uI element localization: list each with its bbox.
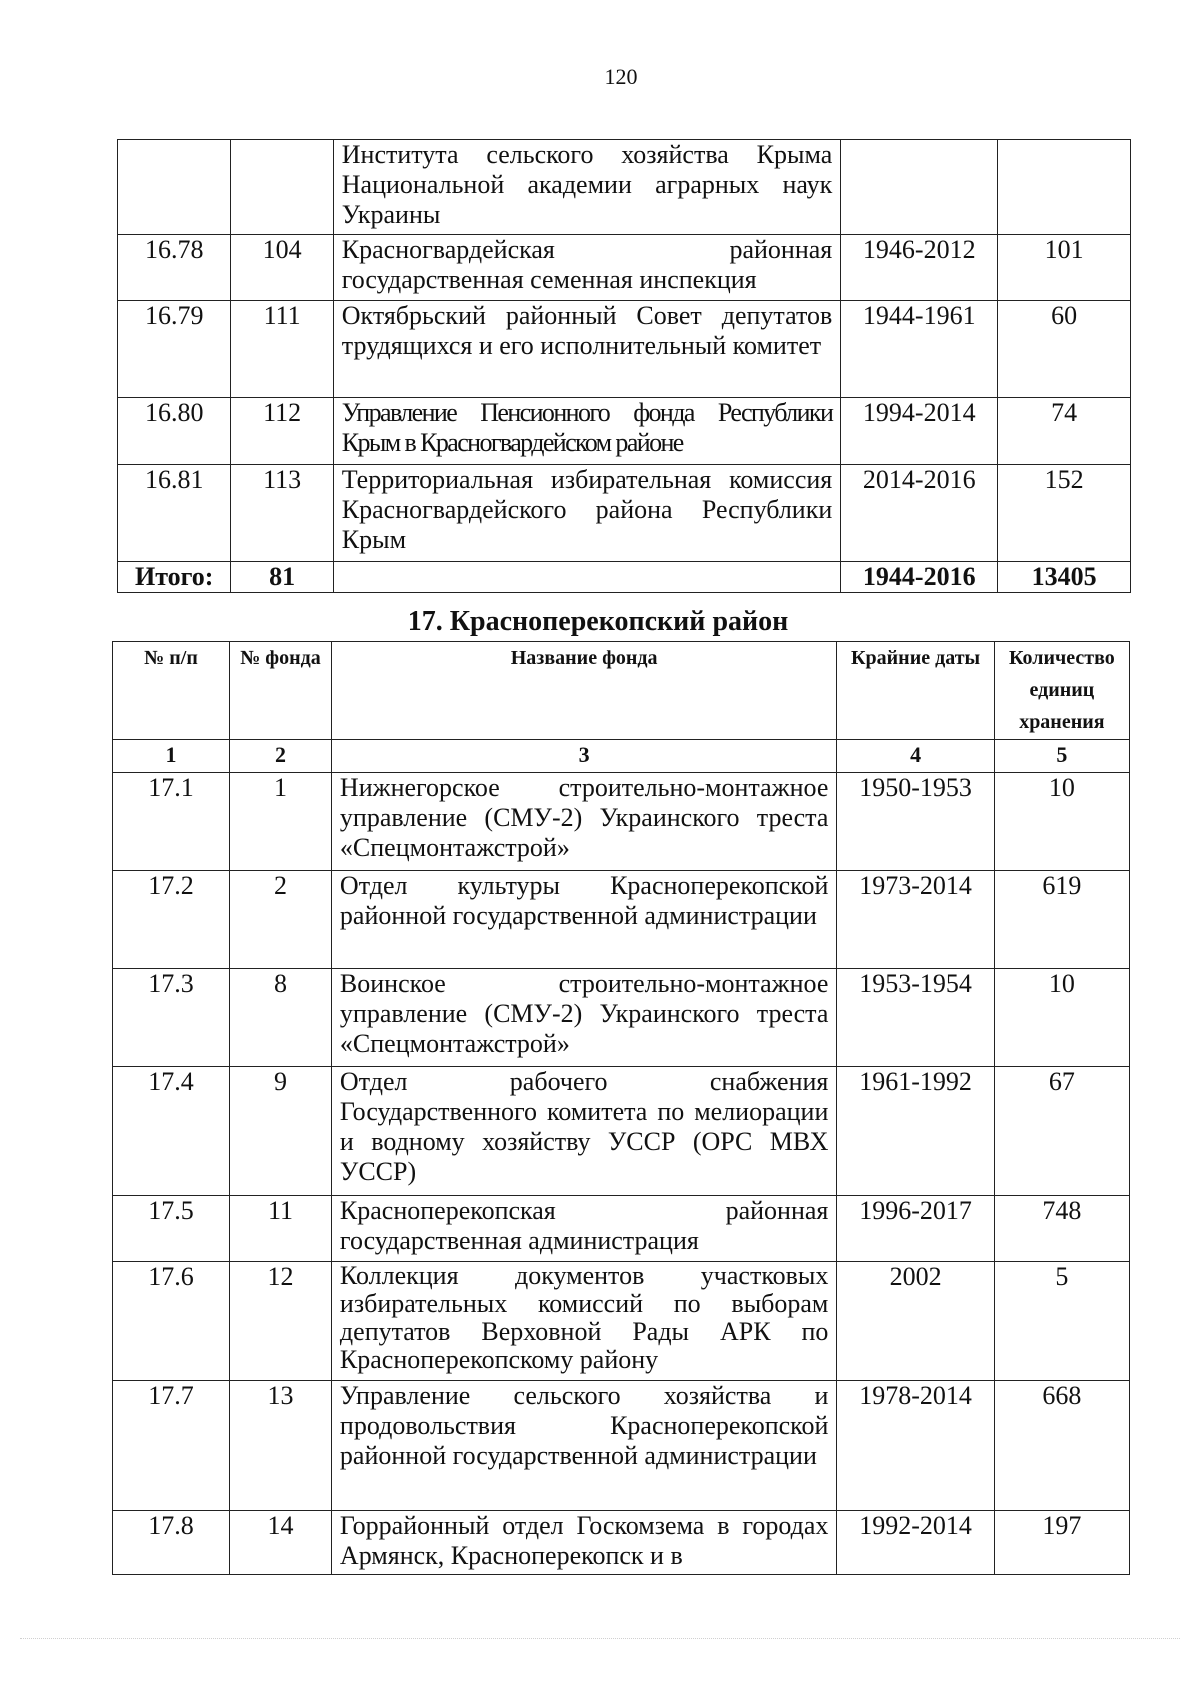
row-number: 16.80: [118, 398, 231, 465]
total-label: Итого:: [118, 562, 231, 593]
storage-units: 10: [994, 773, 1129, 871]
date-range: 1946-2012: [841, 235, 998, 301]
storage-units: 668: [994, 1381, 1129, 1511]
fond-number: 113: [231, 465, 333, 562]
row-number: 16.78: [118, 235, 231, 301]
total-name: [333, 562, 841, 593]
fond-number: 2: [230, 871, 332, 969]
fond-number: 112: [231, 398, 333, 465]
section-title: 17. Красноперекопский район: [407, 606, 789, 637]
row-number: 16.81: [118, 465, 231, 562]
total-units: 13405: [998, 562, 1131, 593]
total-fonds: 81: [231, 562, 333, 593]
date-range: 1944-1961: [841, 301, 998, 398]
fond-name: Красногвардейская районная государственная семенная инспекция: [333, 235, 841, 301]
header-dates: Крайние даты: [837, 642, 994, 740]
fond-name: Воинское строительно-монтажное управление (СМУ-2) Украинского треста «Спецмонтажстрой»: [331, 969, 836, 1067]
funds-table-continued: [117, 139, 1131, 593]
total-row: [118, 562, 1131, 593]
row-number: 17.6: [113, 1262, 230, 1381]
date-range: 1950-1953: [837, 773, 994, 871]
fond-name: Коллекция документов участковых избирательных комиссий по выборам депутатов Верховной Рады АРК по Красноперекопскому району: [331, 1262, 836, 1381]
row-number: 17.5: [113, 1196, 230, 1262]
table-row: [113, 773, 1130, 871]
table-row: [113, 969, 1130, 1067]
table-row: [113, 871, 1130, 969]
scan-artifact-line: [20, 1638, 1180, 1639]
table-row: [113, 1067, 1130, 1196]
storage-units: 152: [998, 465, 1131, 562]
storage-units: 10: [994, 969, 1129, 1067]
fond-name: Октябрьский районный Совет депутатов трудящихся и его исполнительный комитет: [333, 301, 841, 398]
storage-units: 197: [994, 1511, 1129, 1575]
date-range: 1973-2014: [837, 871, 994, 969]
fond-number: 12: [230, 1262, 332, 1381]
fond-name: Управление Пенсионного фонда Республики Крым в Красногвардейском районе: [333, 398, 841, 465]
table-row: [113, 1196, 1130, 1262]
date-range: 2002: [837, 1262, 994, 1381]
row-number: 17.2: [113, 871, 230, 969]
table-row: [113, 1381, 1130, 1511]
fond-number: 14: [230, 1511, 332, 1575]
fond-number: 13: [230, 1381, 332, 1511]
storage-units: 60: [998, 301, 1131, 398]
row-number: 17.7: [113, 1381, 230, 1511]
storage-units: 748: [994, 1196, 1129, 1262]
fond-number: 11: [230, 1196, 332, 1262]
date-range: 1961-1992: [837, 1067, 994, 1196]
column-numbers-row: [113, 740, 1130, 773]
table-row: [118, 465, 1131, 562]
fond-number: 9: [230, 1067, 332, 1196]
column-number: 4: [837, 740, 994, 773]
date-range: 1996-2017: [837, 1196, 994, 1262]
fond-name: Отдел культуры Красноперекопской районной государственной администрации: [331, 871, 836, 969]
fond-number: 104: [231, 235, 333, 301]
table-row: [118, 398, 1131, 465]
fond-name: Горрайонный отдел Госкомзема в городах Армянск, Красноперекопск и в: [331, 1511, 836, 1575]
date-range: 1992-2014: [837, 1511, 994, 1575]
date-range: 1978-2014: [837, 1381, 994, 1511]
header-num: № п/п: [113, 642, 230, 740]
row-number: 17.8: [113, 1511, 230, 1575]
table-row: [113, 1511, 1130, 1575]
row-number: 16.79: [118, 301, 231, 398]
fond-number: [231, 140, 333, 235]
fond-number: 1: [230, 773, 332, 871]
table-row: [118, 235, 1131, 301]
storage-units: 101: [998, 235, 1131, 301]
fond-name: Красноперекопская районная государственная администрация: [331, 1196, 836, 1262]
date-range: 2014-2016: [841, 465, 998, 562]
row-number: 17.3: [113, 969, 230, 1067]
fond-name: Института сельского хозяйства Крыма Национальной академии аграрных наук Украины: [333, 140, 841, 235]
table-header: [113, 642, 1130, 740]
fond-number: 111: [231, 301, 333, 398]
table-row: [118, 301, 1131, 398]
page-number: 120: [604, 64, 638, 89]
storage-units: 5: [994, 1262, 1129, 1381]
row-number: [118, 140, 231, 235]
fond-number: 8: [230, 969, 332, 1067]
storage-units: 74: [998, 398, 1131, 465]
fond-name: Управление сельского хозяйства и продовольствия Красноперекопской районной государственной администрации: [331, 1381, 836, 1511]
column-number: 3: [331, 740, 836, 773]
fond-name: Территориальная избирательная комиссия Красногвардейского района Республики Крым: [333, 465, 841, 562]
header-fond: № фонда: [230, 642, 332, 740]
table-row: [113, 1262, 1130, 1381]
column-number: 1: [113, 740, 230, 773]
storage-units: 619: [994, 871, 1129, 969]
column-number: 5: [994, 740, 1129, 773]
table-row: [118, 140, 1131, 235]
header-name: Название фонда: [331, 642, 836, 740]
date-range: 1953-1954: [837, 969, 994, 1067]
fond-name: Нижнегорское строительно-монтажное управление (СМУ-2) Украинского треста «Спецмонтажстрой»: [331, 773, 836, 871]
storage-units: [998, 140, 1131, 235]
storage-units: 67: [994, 1067, 1129, 1196]
date-range: 1994-2014: [841, 398, 998, 465]
fond-name: Отдел рабочего снабжения Государственного комитета по мелиорации и водному хозяйству УССР (ОРС МВХ УССР): [331, 1067, 836, 1196]
row-number: 17.4: [113, 1067, 230, 1196]
funds-table: [112, 641, 1130, 1575]
column-number: 2: [230, 740, 332, 773]
row-number: 17.1: [113, 773, 230, 871]
date-range: [841, 140, 998, 235]
total-dates: 1944-2016: [841, 562, 998, 593]
header-count: Количество единиц хранения: [994, 642, 1129, 740]
